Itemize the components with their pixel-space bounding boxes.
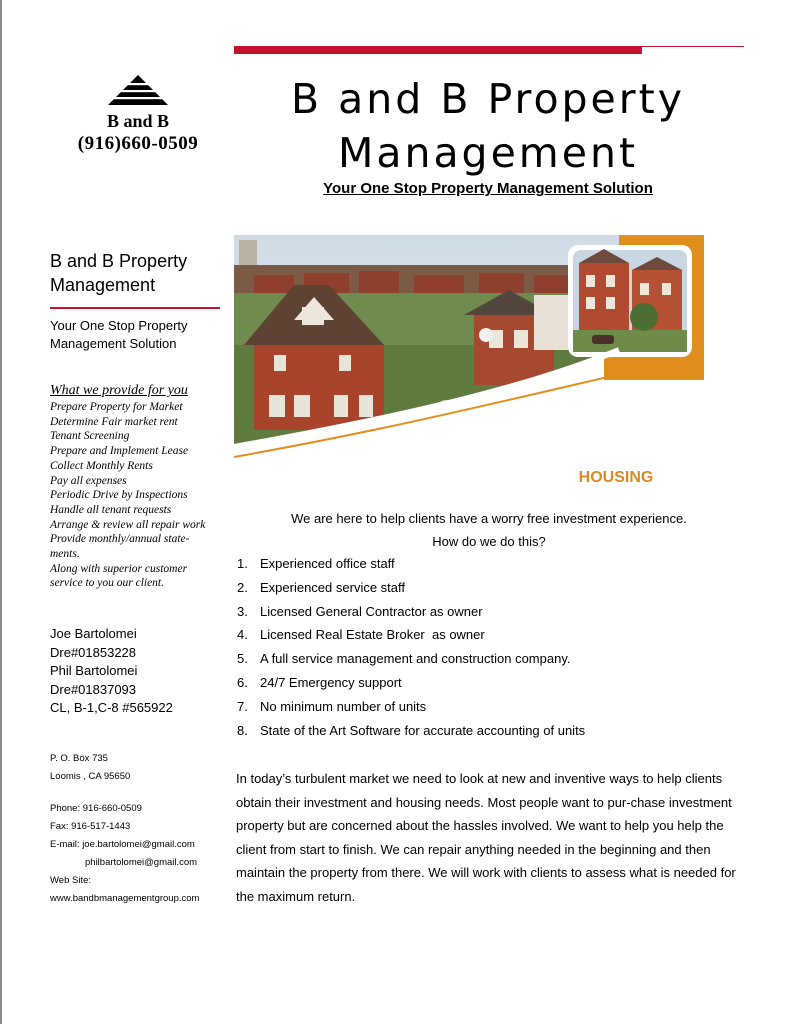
page-title: B and B Property Management bbox=[291, 75, 685, 177]
services-item: Periodic Drive by Inspections bbox=[50, 489, 188, 502]
page-edge bbox=[0, 0, 2, 1024]
services-item: Prepare and Implement Lease bbox=[50, 445, 189, 458]
services-item: Prepare Property for Market bbox=[50, 401, 183, 413]
mailing-address bbox=[50, 750, 130, 786]
list-item bbox=[237, 552, 747, 576]
services-item: Arrange & review all repair work bbox=[50, 518, 206, 531]
list-text: Licensed General Contractor as owner bbox=[260, 603, 483, 619]
email-secondary[interactable]: philbartolomei@gmail.com bbox=[85, 857, 198, 868]
page-subtitle: Your One Stop Property Management Solution bbox=[323, 180, 653, 197]
services-list bbox=[50, 400, 230, 591]
inset-photo bbox=[568, 245, 692, 357]
services-heading: What we provide for you bbox=[50, 383, 188, 398]
list-number: 6. bbox=[237, 674, 248, 690]
address-line: P. O. Box 735 bbox=[50, 753, 108, 764]
housing-hero-image bbox=[234, 235, 704, 485]
contact-line: Joe Bartolomei bbox=[50, 626, 137, 641]
contact-line: Dre#01837093 bbox=[50, 681, 137, 697]
sidebar-divider bbox=[50, 307, 220, 309]
contact-line: CL, B-1,C-8 #565922 bbox=[50, 700, 173, 715]
intro-line: We are here to help clients have a worry free investment experience. bbox=[291, 511, 687, 526]
sidebar-tagline: Your One Stop Property Management Solution bbox=[50, 318, 188, 351]
services-item: Along with superior customer bbox=[50, 562, 188, 575]
list-text: 24/7 Emergency support bbox=[260, 674, 402, 690]
list-number: 5. bbox=[237, 651, 248, 667]
header-red-bar bbox=[234, 46, 642, 54]
list-number: 8. bbox=[237, 722, 248, 738]
benefits-list bbox=[237, 552, 747, 742]
list-item bbox=[237, 623, 747, 647]
list-item bbox=[237, 576, 747, 600]
services-item: Collect Monthly Rents bbox=[50, 459, 153, 472]
list-text: No minimum number of units bbox=[260, 698, 427, 714]
intro-question: How do we do this? bbox=[432, 534, 546, 549]
website-link[interactable]: www.bandbmanagementgroup.com bbox=[50, 893, 200, 904]
list-item bbox=[237, 719, 747, 743]
list-text: Licensed Real Estate Broker as owner bbox=[260, 627, 485, 643]
list-number: 2. bbox=[237, 579, 248, 595]
list-item bbox=[237, 671, 747, 695]
list-number: 4. bbox=[237, 627, 248, 643]
services-item: service to you our client. bbox=[50, 577, 165, 590]
logo-pyramid-icon bbox=[108, 75, 168, 107]
sidebar-title: B and B Property Management bbox=[50, 251, 188, 295]
website-label: Web Site: bbox=[50, 875, 92, 886]
list-item bbox=[237, 647, 747, 671]
logo-phone: (916)660-0509 bbox=[77, 133, 199, 154]
list-text: State of the Art Software for accurate accounting of units bbox=[260, 722, 586, 738]
services-item: Pay all expenses bbox=[50, 474, 127, 487]
list-number: 3. bbox=[237, 603, 248, 619]
services-item: Tenant Screening bbox=[50, 430, 130, 443]
services-item: Handle all tenant requests bbox=[50, 503, 172, 516]
contact-line: Dre#01853228 bbox=[50, 644, 137, 660]
list-item bbox=[237, 695, 747, 719]
intro-text bbox=[234, 507, 744, 553]
list-text: Experienced service staff bbox=[260, 579, 405, 595]
header-red-line bbox=[642, 46, 744, 47]
hero-caption: HOUSING bbox=[578, 469, 654, 485]
body-paragraph: In today’s turbulent market we need to look at new and inventive ways to help clients obtain their investment and housing needs. Most people want to pur-chase investment property but are concerned about the hassles involved. We want to help you help the client from start to finish. We can repair anything needed in the beginning and then maintain the property from there. We will work with clients to assess what is needed for the maximum return. bbox=[236, 771, 736, 904]
list-text: Experienced office staff bbox=[260, 556, 395, 571]
services-item: Determine Fair market rent bbox=[50, 415, 178, 428]
contact-names bbox=[50, 625, 230, 718]
services-item: ments. bbox=[50, 548, 80, 561]
fax-number: Fax: 916-517-1443 bbox=[50, 821, 131, 832]
list-number: 1. bbox=[237, 556, 248, 571]
contact-line: Phil Bartolomei bbox=[50, 663, 138, 678]
phone-number: Phone: 916-660-0509 bbox=[50, 803, 142, 814]
list-text: A full service management and construction company. bbox=[260, 651, 571, 667]
address-line: Loomis , CA 95650 bbox=[50, 771, 131, 782]
logo-name: B and B bbox=[106, 111, 170, 131]
services-item: Provide monthly/annual state- bbox=[50, 533, 190, 546]
list-item bbox=[237, 600, 747, 624]
list-number: 7. bbox=[237, 698, 248, 714]
email-primary[interactable]: E-mail: joe.bartolomei@gmail.com bbox=[50, 839, 195, 850]
contact-details bbox=[50, 800, 250, 908]
